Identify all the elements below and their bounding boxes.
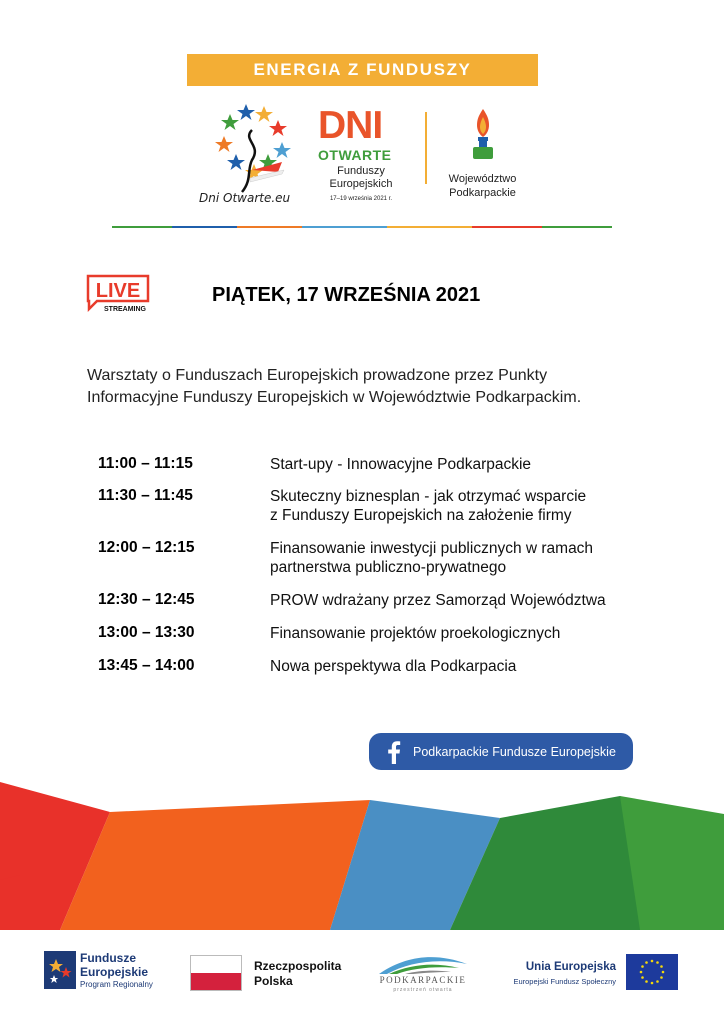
dni-logo-dates: 17–19 września 2021 r. [329,196,393,202]
woj-line2: Podkarpackie [449,187,516,199]
rp-line1: Rzeczpospolita [254,959,342,973]
lamp-icon [470,107,496,163]
dni-otwarte-caption: Dni Otwarte.eu [199,191,291,205]
header-divider [425,112,427,184]
eu-flag-icon [626,954,678,990]
live-streaming-icon [85,274,151,314]
schedule-time-6: 13:45 – 14:00 [98,657,195,674]
podkarpackie-swoosh-icon [375,950,471,976]
wojewodztwo-label [430,172,535,200]
schedule-time-2: 11:30 – 11:45 [98,487,193,504]
rp-line2: Polska [254,974,293,988]
poland-flag-icon [190,955,242,991]
header-color-line [112,226,612,228]
live-streaming-word: STREAMING [104,306,146,313]
schedule-title-6-line1: Nowa perspektywa dla Podkarpacia [270,658,517,675]
fe-line1: Fundusze [80,951,136,965]
schedule-time-3: 12:00 – 12:15 [98,539,195,556]
schedule-title-3-line1: Finansowanie inwestycji publicznych w ramach [270,540,594,557]
schedule-title-4 [270,591,670,610]
fe-line3: Program Regionalny [80,980,153,989]
pk-line2: przestrzeń otwarta [393,987,453,993]
schedule-title-2-line1: Skuteczny biznesplan - jak otrzymać wsparcie [270,488,587,505]
schedule-title-5 [270,624,670,643]
schedule-title-4-line1: PROW wdrażany przez Samorząd Województwa [270,592,606,609]
dni-logo-title: DNI [318,104,383,147]
schedule-title-1 [270,455,670,474]
woj-line1: Województwo [448,173,517,185]
facebook-icon [383,733,405,770]
intro-paragraph [87,365,647,409]
decorative-color-waves [0,770,724,930]
schedule-title-2-line2: z Funduszy Europejskich na założenie firmy [270,507,572,524]
schedule-time-5: 13:00 – 13:30 [98,624,195,641]
dni-logo-subtitle: OTWARTE [318,147,392,163]
schedule-title-3-line2: partnerstwa publiczno-prywatnego [270,559,507,576]
dni-fund-line1: Funduszy [337,165,385,177]
header-banner: ENERGIA Z FUNDUSZY [187,54,538,86]
ue-line1: Unia Europejska [525,961,616,973]
facebook-page-label: Podkarpackie Fundusze Europejskie [413,744,616,759]
schedule-title-1-line1: Start-upy - Innowacyjne Podkarpackie [270,456,532,473]
schedule-time-4: 12:30 – 12:45 [98,591,195,608]
schedule-title-2 [270,487,670,525]
fundusze-europejskie-icon [44,951,76,989]
live-word: LIVE [95,280,141,302]
schedule-title-5-line1: Finansowanie projektów proekologicznych [270,625,561,642]
page-title-date: PIĄTEK, 17 WRZEŚNIA 2021 [212,284,481,306]
intro-line1: Warsztaty o Funduszach Europejskich prowadzone przez Punkty [87,367,548,384]
schedule-title-6 [270,657,670,676]
schedule-title-3 [270,539,670,577]
pk-line1: PODKARPACKIE [379,975,467,985]
fe-line2: Europejskie [80,965,149,979]
intro-line2: Informacyjne Funduszy Europejskich w Województwie Podkarpackim. [87,389,582,406]
ue-line2: Europejski Fundusz Społeczny [513,977,616,986]
dni-logo-funduszy [318,165,404,191]
facebook-page-button[interactable] [369,733,633,770]
dni-fund-line2: Europejskich [329,178,393,190]
schedule-time-1: 11:00 – 11:15 [98,455,193,472]
